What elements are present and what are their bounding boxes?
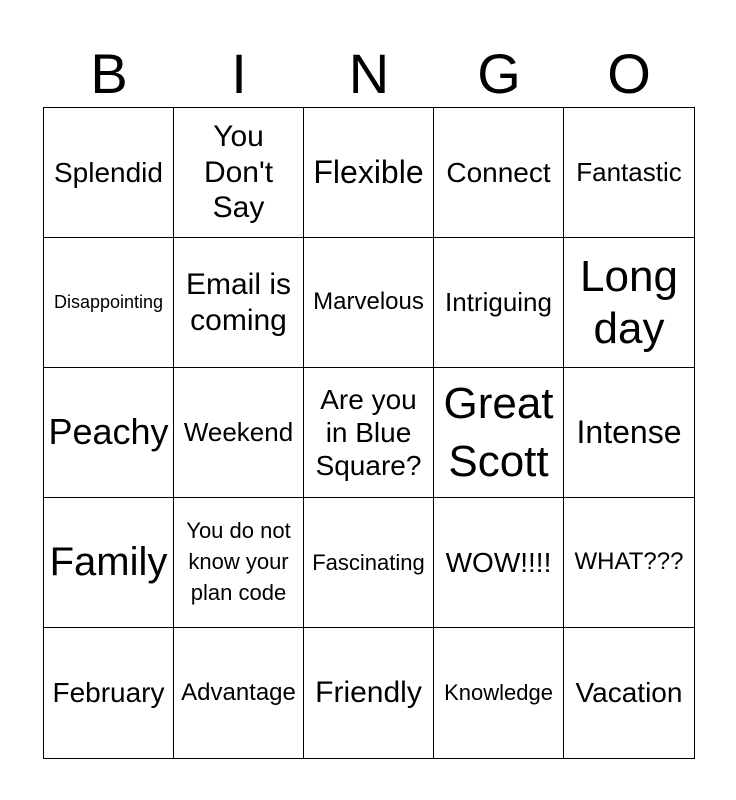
bingo-cell bbox=[304, 108, 434, 238]
bingo-cell bbox=[304, 628, 434, 758]
cell-text: You Don't Say bbox=[203, 120, 274, 225]
cell-text: Vacation bbox=[575, 677, 683, 709]
bingo-cell bbox=[44, 368, 174, 498]
bingo-cell bbox=[564, 368, 694, 498]
cell-text: Fantastic bbox=[576, 157, 682, 188]
bingo-cell bbox=[564, 108, 694, 238]
bingo-cell bbox=[44, 108, 174, 238]
bingo-cell bbox=[44, 628, 174, 758]
bingo-cell bbox=[44, 498, 174, 628]
bingo-cell bbox=[434, 238, 564, 368]
bingo-cell bbox=[174, 498, 304, 628]
cell-text: You do not know your plan code bbox=[186, 518, 291, 605]
bingo-cell bbox=[304, 368, 434, 498]
cell-text: Disappointing bbox=[53, 291, 164, 312]
cell-text: Splendid bbox=[54, 156, 163, 188]
bingo-cell bbox=[174, 368, 304, 498]
cell-text: Friendly bbox=[315, 676, 422, 710]
cell-text: February bbox=[52, 677, 165, 709]
cell-text: Email is coming bbox=[185, 268, 291, 337]
bingo-cell bbox=[174, 628, 304, 758]
header-letter-o: O bbox=[607, 42, 651, 105]
bingo-grid bbox=[43, 107, 695, 759]
bingo-cell bbox=[434, 628, 564, 758]
cell-text: Intense bbox=[576, 413, 682, 450]
bingo-cell bbox=[564, 498, 694, 628]
bingo-cell bbox=[304, 498, 434, 628]
cell-text: Advantage bbox=[181, 678, 296, 706]
bingo-cell bbox=[434, 498, 564, 628]
cell-text: Connect bbox=[446, 156, 551, 188]
cell-text: Knowledge bbox=[444, 680, 553, 706]
cell-text: Family bbox=[49, 539, 168, 584]
header-letter-i: I bbox=[231, 42, 247, 105]
bingo-cell bbox=[564, 628, 694, 758]
header-letter-g: G bbox=[477, 42, 521, 105]
bingo-cell bbox=[174, 238, 304, 368]
bingo-cell bbox=[174, 108, 304, 238]
cell-text: Great Scott bbox=[443, 379, 554, 486]
cell-text: WOW!!!! bbox=[445, 546, 552, 578]
bingo-cell bbox=[434, 108, 564, 238]
cell-text: Flexible bbox=[313, 153, 424, 190]
cell-text: Marvelous bbox=[313, 288, 424, 316]
bingo-header bbox=[44, 40, 694, 108]
cell-text: Fascinating bbox=[312, 549, 425, 575]
bingo-cell bbox=[304, 238, 434, 368]
bingo-cell bbox=[434, 368, 564, 498]
cell-text: Long day bbox=[580, 251, 678, 353]
header-letter-n: N bbox=[348, 42, 390, 105]
cell-text: Weekend bbox=[183, 417, 294, 448]
cell-text: Intriguing bbox=[445, 287, 552, 318]
cell-text: WHAT??? bbox=[574, 548, 684, 576]
cell-text: Peachy bbox=[48, 411, 169, 453]
cell-text: Are you in Blue Square? bbox=[315, 383, 422, 482]
bingo-cell bbox=[564, 238, 694, 368]
bingo-cell bbox=[44, 238, 174, 368]
header-letter-b: B bbox=[90, 42, 128, 105]
